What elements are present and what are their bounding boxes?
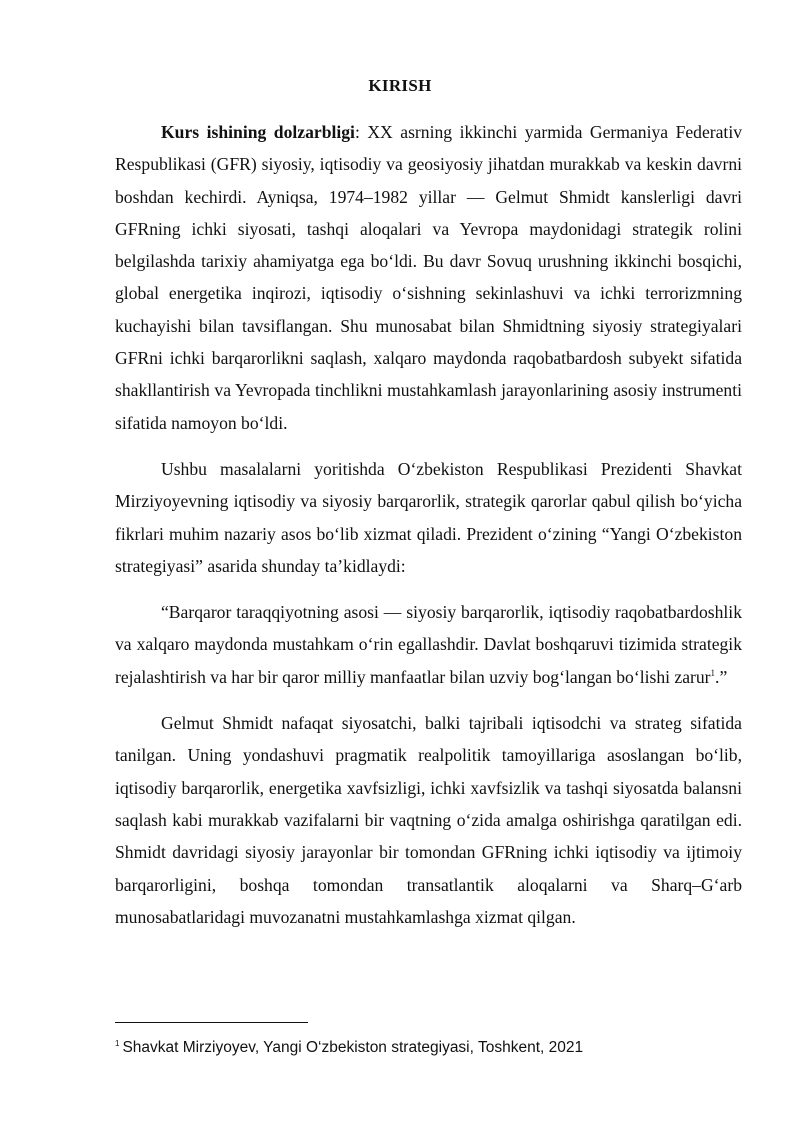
paragraph-relevance <box>115 116 742 439</box>
paragraph-text: Ushbu masalalarni yoritishda O‘zbekiston Respublikasi Prezidenti Shavkat Mirziyoyevning iqtisodiy va siyosiy barqarorlik, strategik qarorlar qabul qilish bo‘yicha fikrlari muhim nazariy asos bo‘lib xizmat qiladi. Prezident o‘zining “Yangi O‘zbekiston strategiyasi” asarida shunday ta’kidlaydi: <box>115 458 742 576</box>
footnote-text: Shavkat Mirziyoyev, Yangi O‘zbekiston strategiyasi, Toshkent, 2021 <box>122 1039 584 1057</box>
paragraph-schmidt <box>115 707 742 933</box>
paragraph-text: Gelmut Shmidt nafaqat siyosatchi, balki tajribali iqtisodchi va strateg sifatida tanilgan. Uning yondashuvi pragmatik realpolitik tamoyillariga asoslangan bo‘lib, iqtisodiy barqarorlik, energetika xavfsizligi, ichki xavfsizlik va tashqi siyosatda balansni saqlash kabi murakkab vazifalarni bir vaqtning o‘zida amalga oshirishga qaratilgan edi. Shmidt davridagi siyosiy jarayonlar bir tomondan GFRning ichki iqtisodiy va ijtimoiy barqarorligini, boshqa tomondan transatlantik aloqalarni va Sharq–G‘arb munosabatlaridagi muvozanatni mustahkamlashga xizmat qilgan. <box>115 713 742 927</box>
footnote-separator <box>115 1022 308 1023</box>
footnote <box>115 1033 755 1059</box>
paragraph-text: : XX asrning ikkinchi yarmida Germaniya Federativ Respublikasi (GFR) siyosiy, iqtisodiy va geosiyosiy jihatdan murakkab va keskin davrni boshdan kechirdi. Ayniqsa, 1974–1982 yillar — Gelmut Shmidt kanslerligi davri GFRning ichki siyosati, tashqi aloqalari va Yevropa maydonidagi strategik rolini belgilashda tarixiy ahamiyatga ega bo‘ldi. Bu davr Sovuq urushning ikkinchi bosqichi, global energetika inqirozi, iqtisodiy o‘sishning sekinlashuvi va ichki terrorizmning kuchayishi bilan tavsiflangan. Shu munosabat bilan Shmidtning siyosiy strategiyalari GFRni ichki barqarorlikni saqlash, xalqaro maydonda raqobatbardosh subyekt sifatida shakllantirish va Yevropada tinchlikni mustahkamlash jarayonlarining asosiy instrumenti sifatida namoyon bo‘ldi. <box>115 122 743 433</box>
quote-tail: .” <box>715 666 728 687</box>
paragraph-lead: Kurs ishining dolzarbligi <box>161 122 355 142</box>
quote-text: “Barqaror taraqqiyotning asosi — siyosiy barqarorlik, iqtisodiy raqobatbardoshlik va xalqaro maydonda mustahkam o‘rin egallashdir. Davlat boshqaruvi tizimida strategik rejalashtirish va har bir qaror milliy manfaatlar bilan uzviy bog‘langan bo‘lishi zarur <box>115 602 742 687</box>
paragraph-quote <box>115 596 742 693</box>
page-title: KIRISH <box>368 76 432 95</box>
paragraph-president <box>115 453 742 582</box>
footnote-reference[interactable]: 1 <box>710 667 716 678</box>
document-body <box>115 116 742 947</box>
footnote-marker: 1 <box>115 1039 120 1048</box>
